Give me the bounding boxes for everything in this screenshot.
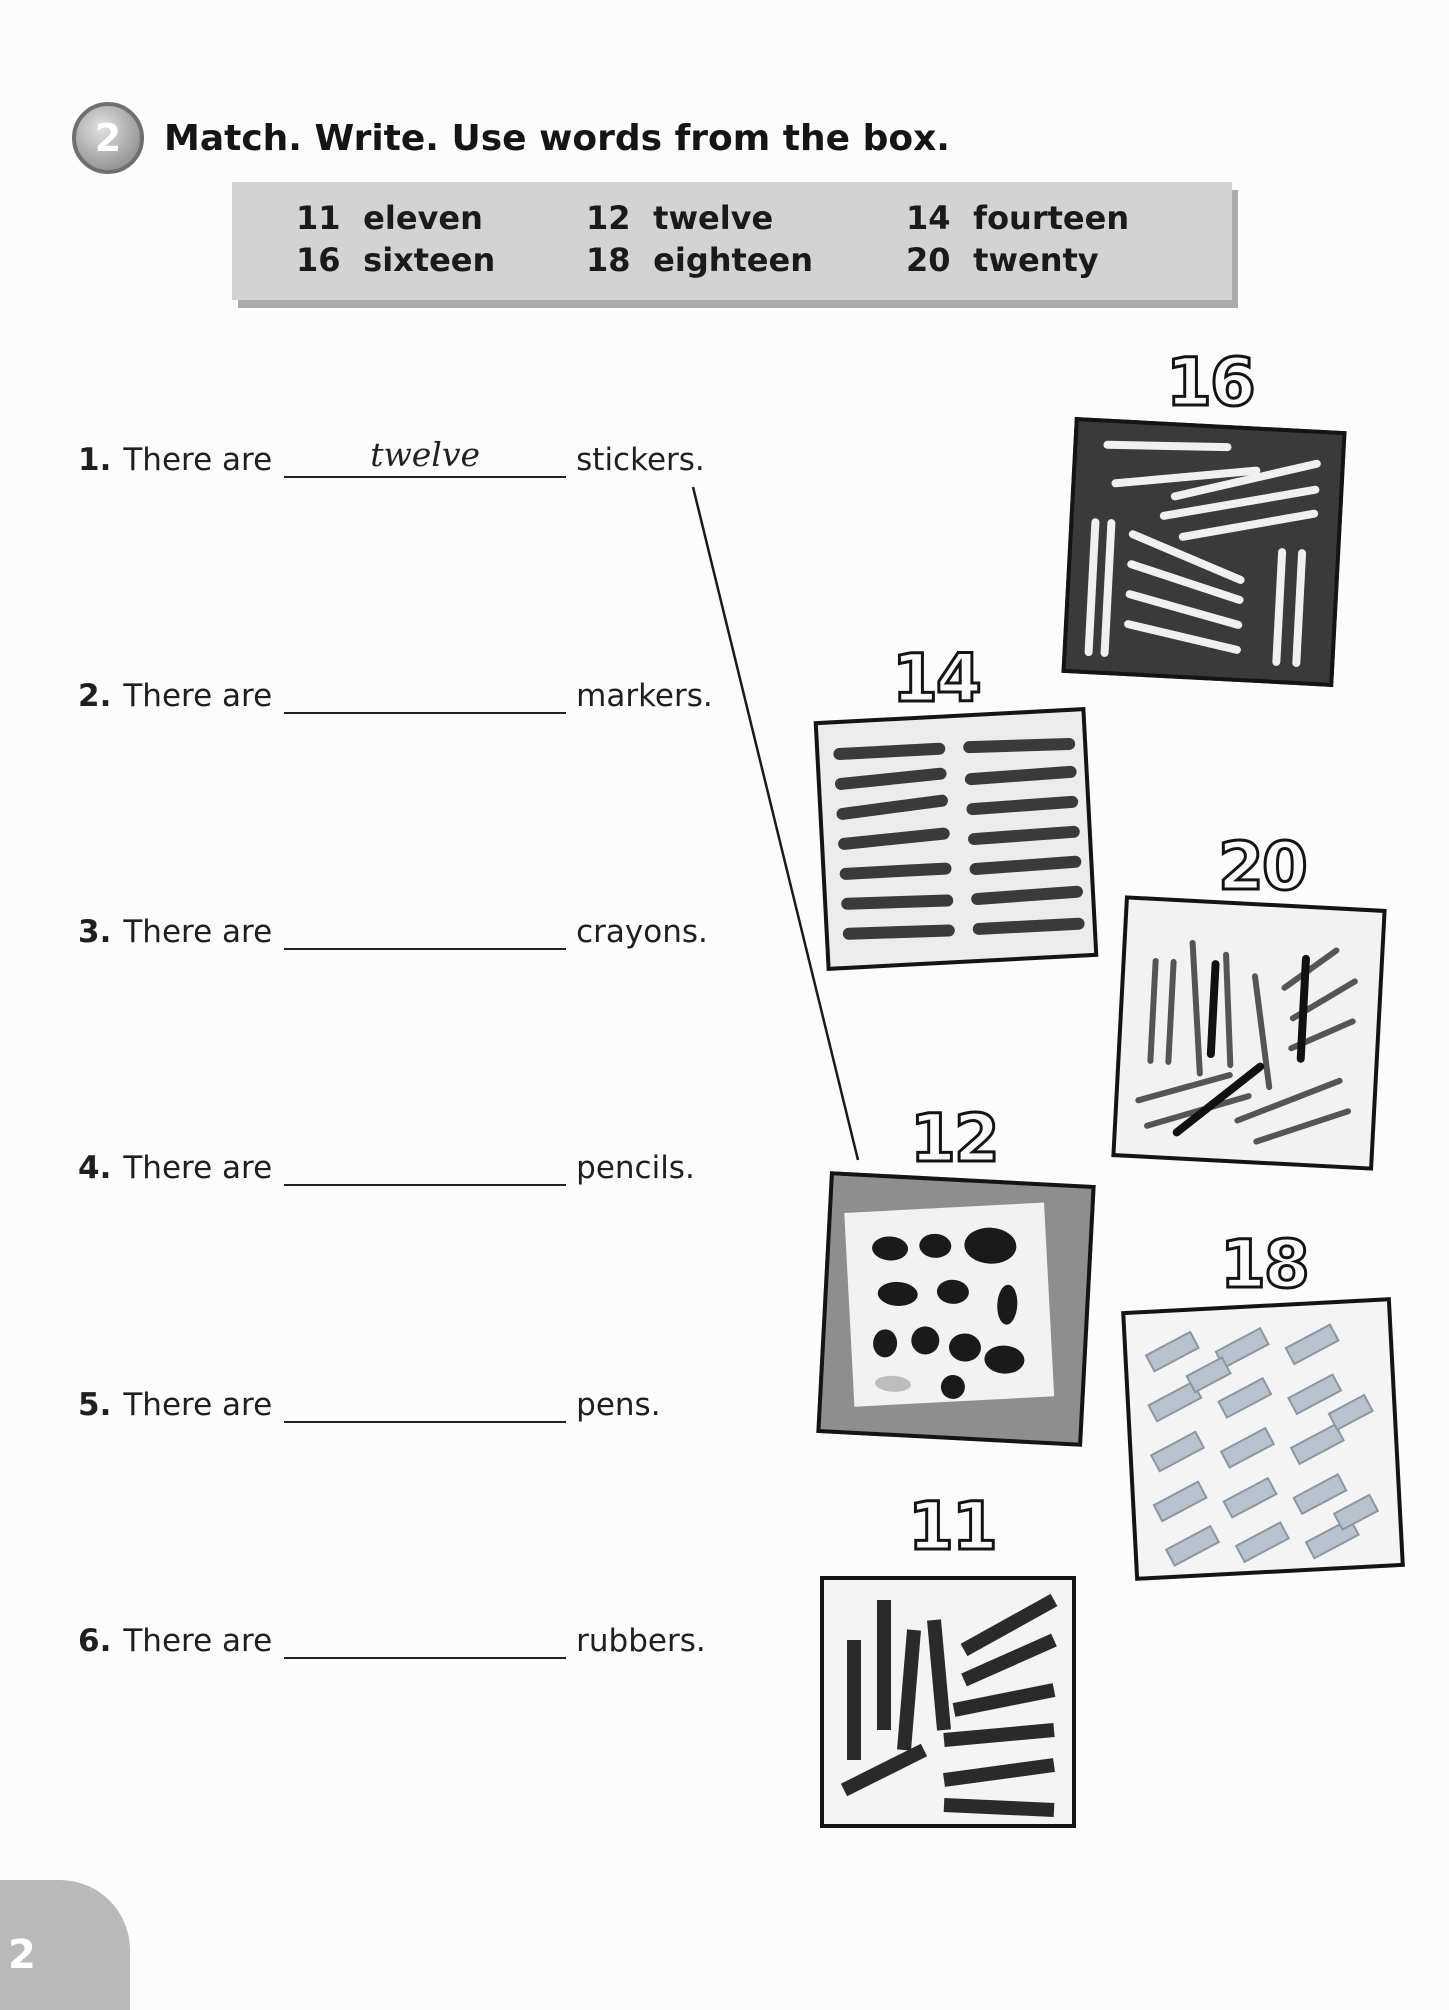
- sentence-noun: pens.: [576, 1387, 661, 1423]
- sentence-noun: crayons.: [576, 914, 708, 950]
- page-number: 2: [8, 1932, 36, 1978]
- picture-label-16: 16: [1166, 344, 1254, 421]
- picture-pencils-16[interactable]: [1061, 417, 1346, 687]
- picture-stickers-12[interactable]: [816, 1171, 1095, 1447]
- answer-text: twelve: [370, 435, 481, 474]
- picture-pencils-20[interactable]: [1111, 895, 1386, 1170]
- picture-label-18: 18: [1220, 1226, 1308, 1303]
- word-text: twenty: [973, 241, 1099, 279]
- picture-label-20: 20: [1218, 828, 1306, 905]
- word-number: 20: [906, 241, 951, 279]
- markers-illustration: [818, 711, 1094, 966]
- picture-label-11: 11: [908, 1488, 996, 1565]
- word-text: fourteen: [973, 199, 1130, 237]
- sentence-lead: There are: [123, 914, 273, 950]
- pencils-crayons-illustration: [1116, 900, 1383, 1167]
- sentence-number: 1.: [78, 442, 112, 478]
- sentence-number: 6.: [78, 1623, 112, 1659]
- picture-crayons-11[interactable]: [820, 1576, 1076, 1828]
- stickers-illustration: [821, 1175, 1092, 1442]
- word-number: 14: [906, 199, 951, 237]
- pencils-illustration: [1066, 421, 1343, 682]
- sentence-number: 2.: [78, 678, 112, 714]
- sentence-noun: pencils.: [576, 1150, 695, 1186]
- picture-label-12: 12: [910, 1100, 998, 1177]
- word-number: 16: [296, 241, 341, 279]
- word-text: sixteen: [363, 241, 496, 279]
- sentence-noun: rubbers.: [576, 1623, 706, 1659]
- word-text: twelve: [653, 199, 774, 237]
- word-number: 11: [296, 199, 341, 237]
- picture-markers-14[interactable]: [814, 707, 1099, 971]
- exercise-instruction: Match. Write. Use words from the box.: [164, 117, 950, 159]
- sentence-number: 5.: [78, 1387, 112, 1423]
- word-text: eleven: [363, 199, 483, 237]
- sentence-lead: There are: [123, 1387, 273, 1423]
- word-text: eighteen: [653, 241, 813, 279]
- sentence-number: 3.: [78, 914, 112, 950]
- picture-rubbers-18[interactable]: [1121, 1297, 1405, 1581]
- word-number: 18: [586, 241, 631, 279]
- sentence-lead: There are: [123, 1623, 273, 1659]
- exercise-number: 2: [94, 116, 122, 160]
- sentence-noun: markers.: [576, 678, 713, 714]
- sentence-lead: There are: [123, 1150, 273, 1186]
- rubbers-illustration: [1125, 1301, 1400, 1576]
- sentence-noun: stickers.: [576, 442, 705, 478]
- sentence-number: 4.: [78, 1150, 112, 1186]
- word-number: 12: [586, 199, 631, 237]
- sentence-lead: There are: [123, 442, 273, 478]
- sentence-lead: There are: [123, 678, 273, 714]
- picture-label-14: 14: [892, 640, 980, 717]
- crayons-illustration: [824, 1580, 1072, 1824]
